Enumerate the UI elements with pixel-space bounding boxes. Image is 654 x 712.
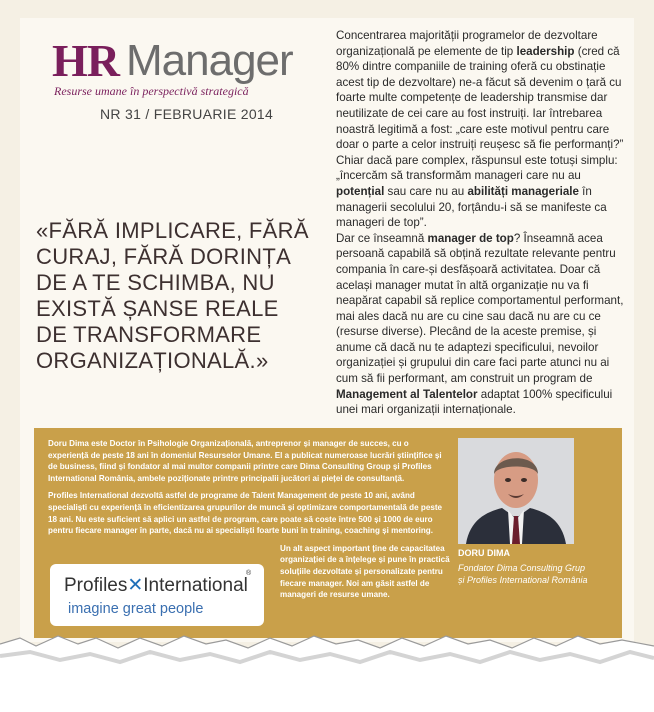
- hr-manager-logo: [52, 35, 302, 100]
- torn-paper-edge: [0, 630, 654, 712]
- quote-line: ORGANIZAȚIONALĂ.»: [36, 348, 269, 373]
- author-name: DORU DIMA: [458, 548, 510, 558]
- issue-number: NR 31 / FEBRUARIE 2014: [100, 106, 274, 122]
- quote-line: CURAJ, FĂRĂ DORINȚA: [36, 244, 292, 269]
- profiles-international-logo: [50, 564, 264, 626]
- article-body: [336, 28, 626, 418]
- aspect-paragraph: Un alt aspect important ține de capacitatea organizației de a înțelege și pune în practică soluțiile dezvoltate și personalizate pentru fiecare manager. Noi am găsit astfel de manageri de resurse umane.: [280, 543, 450, 600]
- article-paragraph: Dar ce înseamnă manager de top? Înseamnă acea persoană capabilă să obțină rezultate relevante pentru compania în care-și desfășoară activitatea. Doar că același manager mutat în altă organizație nu va fi neapărat capabil să replice comportamentul performant, mai ales dacă nu are cu cine sau dacă nu are cu ce (resurse diverse). Plecând de la aceste premise, și anume că dacă nu te adaptezi specificului, nevoilor organizației și grupului din care faci parte atunci nu ai cum să fii performant, am construit un program de Management al Talentelor adaptat 100% specificului unei mari organizații internaționale.: [336, 231, 624, 417]
- portrait-image: [458, 438, 574, 544]
- profiles-paragraph: Profiles International dezvoltă astfel de programe de Talent Management de peste 10 ani, având specialiști cu experiență în eficientizarea grupurilor de muncă și optimizare comportamentală de peste 18 ani. Nu este suficient să aplici un astfel de program, care poate să coste între 500 și 1000 de euro pentru fiecare manager în parte, dacă nu ai specialiști foarte buni în training, coaching și mentoring.: [48, 491, 443, 536]
- quote-line: DE A TE SCHIMBA, NU: [36, 270, 275, 295]
- author-box: [34, 428, 622, 638]
- pi-wordmark: Profiles✕International: [64, 575, 248, 596]
- author-photo: [458, 438, 574, 544]
- pi-tagline: imagine great people: [68, 601, 204, 617]
- logo-hr: HR: [52, 35, 119, 86]
- quote-line: DE TRANSFORMARE: [36, 322, 262, 347]
- quote-line: EXISTĂ ȘANSE REALE: [36, 296, 279, 321]
- bio-paragraph: Doru Dima este Doctor în Psihologie Organizațională, antreprenor și manager de succes, cu o experiență de peste 18 ani în domeniul Resurselor Umane. El a publicat numeroase lucrări științifice și de business, fiind și fondator al mai multor companii printre care Dima Consulting Group și Profiles International România, ambele poziționate printre principalii jucători ai pieței de consultanță.: [48, 439, 442, 483]
- logo-manager: Manager: [126, 36, 293, 85]
- logo-tagline: Resurse umane în perspectivă strategică: [54, 84, 249, 98]
- pull-quote: [36, 218, 326, 374]
- quote-line: «FĂRĂ IMPLICARE, FĂRĂ: [36, 218, 309, 243]
- article-paragraph: Chiar dacă pare complex, răspunsul este totuși simplu: „încercăm să transformăm manageri care nu au potențial sau care nu au abilități manageriale în managerii secolului 20, forțându-i să se manifeste ca manageri de top”.: [336, 153, 618, 230]
- author-role: Fondator Dima Consulting Grup și Profiles International România: [458, 563, 588, 585]
- registered-mark: ®: [246, 570, 252, 577]
- article-paragraph: Concentrarea majorității programelor de dezvoltare organizațională pe elemente de tip leadership (cred că 80% dintre companiile de training oferă cu obstinație acest tip de dezvoltare) ne-a făcut să devenim o țară cu foarte multe competențe de leadership transmise dar neutilizate de cei care au fost instruiți. Iar întrebarea noastră legitimă a fost: „care este motivul pentru care doar o parte a celor instruiți reușesc să fie performanți?”: [336, 29, 624, 152]
